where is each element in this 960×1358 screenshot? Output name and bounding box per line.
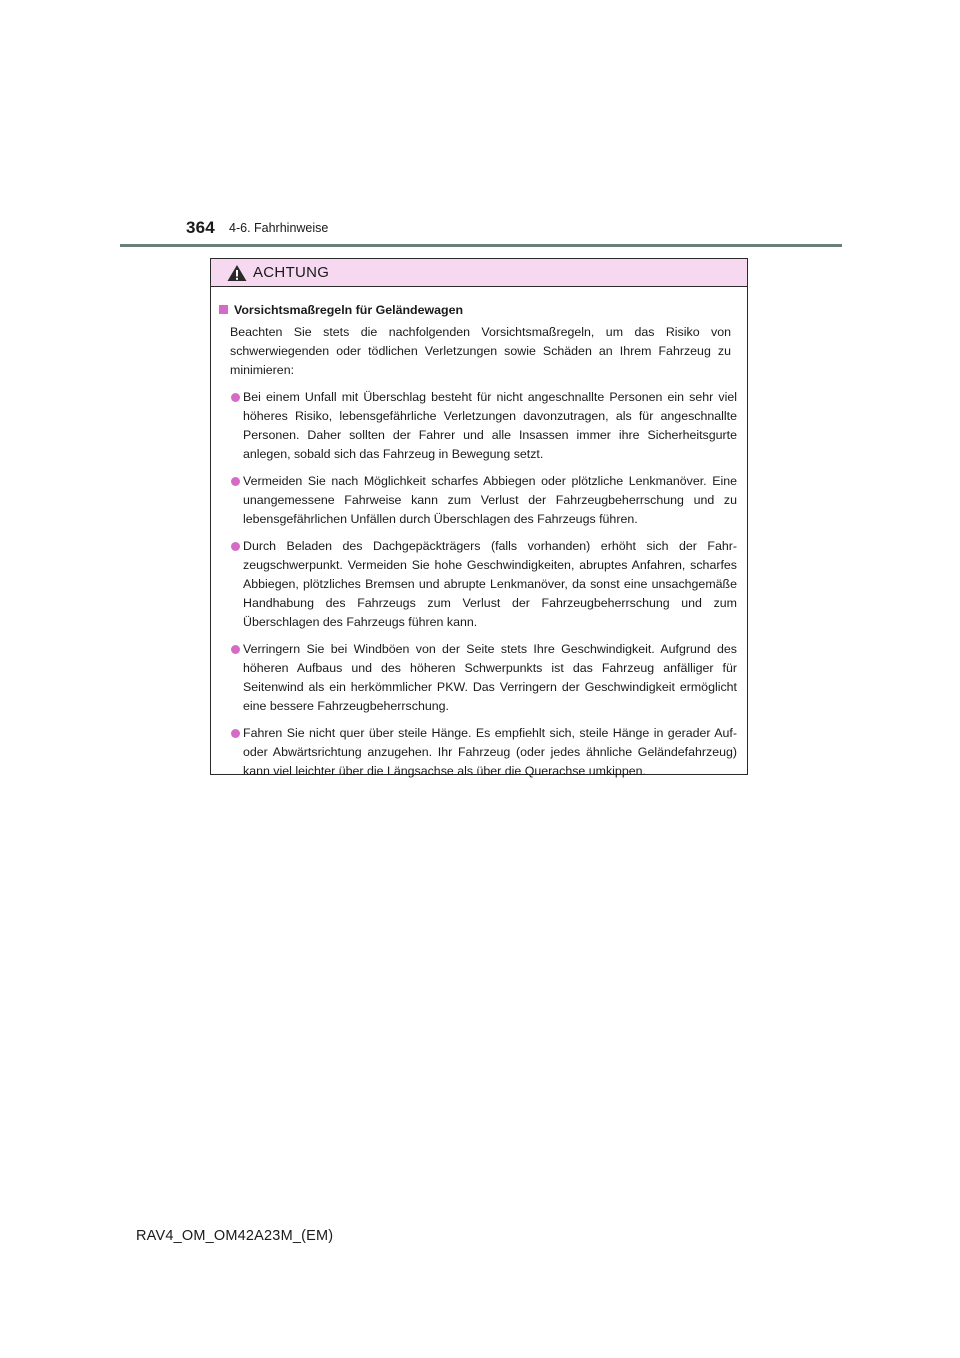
warning-label: ACHTUNG [253, 264, 330, 281]
warning-list [219, 388, 739, 781]
square-bullet-icon [219, 305, 228, 314]
circle-bullet-icon [231, 729, 240, 738]
list-item-text: Verringern Sie bei Windböen von der Seite stets Ihre Geschwindigkeit. Aufgrund des höheren Aufbaus und des höheren Schwerpunkts ist das Fahrzeug anfälliger für Seitenwind als ein herkömmlicher PKW. Das Verringern der Geschwindigkeit ermöglicht eine bessere Fahrzeugbeherrschung. [243, 642, 737, 713]
warning-topic [219, 301, 739, 320]
footer-code: RAV4_OM_OM42A23M_(EM) [136, 1228, 334, 1244]
circle-bullet-icon [231, 393, 240, 402]
header-rule [120, 244, 842, 247]
circle-bullet-icon [231, 542, 240, 551]
warning-topic-text: Vorsichtsmaßregeln für Geländewagen [234, 303, 464, 317]
warning-box [210, 258, 748, 778]
list-item [219, 724, 739, 781]
warning-intro: Beachten Sie stets die nachfolgenden Vorsichtsmaßregeln, um das Risiko von schwerwiegenden oder tödlichen Verletzungen sowie Schäden an Ihrem Fahrzeug zu minimieren: [230, 325, 731, 377]
list-item [219, 388, 739, 464]
list-item-text: Bei einem Unfall mit Überschlag besteht für nicht angeschnallte Personen ein sehr viel höheres Risiko, lebensgefährliche Verletzungen davonzutragen, als für angeschnallte Personen. Daher sollten der Fahrer und alle Insassen immer ihre Sicherheitsgurte anlegen, sobald sich das Fahrzeug in Bewegung setzt. [243, 390, 737, 461]
warning-triangle-icon [227, 264, 247, 282]
page-number: 364 [186, 218, 215, 237]
circle-bullet-icon [231, 477, 240, 486]
list-item-text: Fahren Sie nicht quer über steile Hänge. Es empfiehlt sich, steile Hänge in gerader Auf- oder Abwärtsrichtung anzugehen. Ihr Fahrzeug (oder jedes ähnliche Geländefahrzeug) kann viel leichter über die Längsachse als über die Querachse umkippen. [243, 726, 737, 778]
circle-bullet-icon [231, 645, 240, 654]
list-item [219, 537, 739, 632]
warning-header [211, 259, 747, 287]
list-item-text: Durch Beladen des Dachgepäckträgers (falls vorhanden) erhöht sich der Fahrzeugschwerpunkt. Vermeiden Sie hohe Geschwindigkeiten, abruptes Anfahren, scharfes Abbiegen, plötzliches Bremsen und abrupte Lenkmanöver, da sonst eine unsachgemäße Handhabung des Fahrzeugs zum Verlust der Fahrzeugbeherrschung und zum Überschlagen des Fahrzeugs führen kann. [243, 539, 737, 629]
list-item [219, 472, 739, 529]
section-title: 4-6. Fahrhinweise [229, 221, 329, 235]
list-item [219, 640, 739, 716]
list-item-text: Vermeiden Sie nach Möglichkeit scharfes Abbiegen oder plötzliche Lenkmanöver. Eine unangemessene Fahrweise kann zum Verlust der Fahrzeugbeherrschung und zu lebensgefährlichen Unfällen durch Überschlagen des Fahrzeugs führen. [243, 474, 737, 526]
warning-body [211, 287, 747, 781]
